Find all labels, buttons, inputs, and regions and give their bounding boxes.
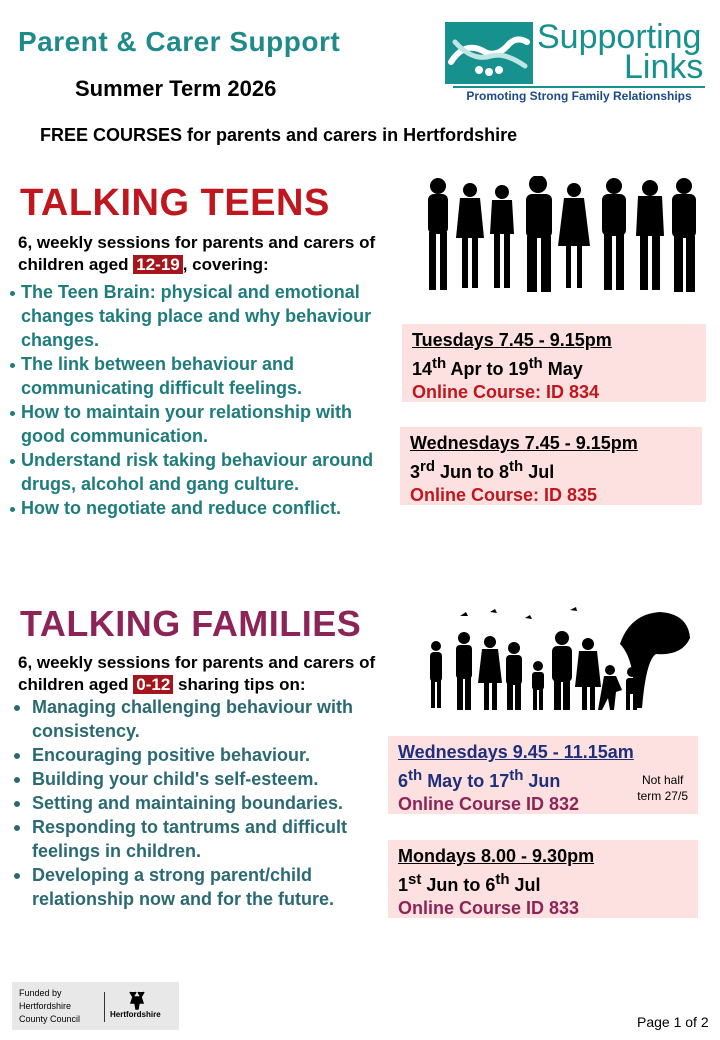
bullet-icon [14, 705, 20, 711]
date-start-day: 1 [398, 875, 409, 895]
list-item-text: Understand risk taking behaviour around drugs, alcohol and gang culture. [21, 450, 374, 494]
free-courses-line: FREE COURSES for parents and carers in Hertfordshire [40, 125, 518, 145]
course-box-teens-wednesday [400, 427, 702, 505]
talking-families-topics [32, 695, 362, 911]
talking-teens-intro [18, 232, 418, 276]
date-start-day: 3 [410, 462, 421, 482]
course-id: Online Course: ID 835 [410, 485, 598, 505]
supporting-links-logo [445, 18, 707, 106]
date-end-month: Jul [509, 875, 541, 895]
logo-text-links: Links [624, 48, 704, 86]
course-box-teens-tuesday [402, 324, 706, 402]
note-line: term 27/5 [637, 789, 688, 803]
list-item-text: The Teen Brain: physical and emotional changes taking place and why behaviour changes. [21, 282, 372, 350]
talking-teens-title: TALKING TEENS [20, 182, 330, 224]
bullet-icon [10, 459, 15, 464]
bullet-icon [14, 753, 20, 759]
date-end-day: 17 [489, 771, 510, 791]
bullet-icon [10, 411, 15, 416]
course-id: Online Course ID 832 [398, 794, 580, 814]
bullet-icon [10, 363, 15, 368]
course-dates [398, 868, 688, 897]
course-box-families-wednesday [388, 736, 698, 814]
course-id: Online Course ID 833 [398, 898, 580, 918]
list-item [32, 743, 362, 767]
list-item-text: Responding to tantrums and difficult feelings in children. [32, 817, 347, 861]
date-end-day: 6 [485, 875, 496, 895]
intro-text-end: sharing tips on: [173, 675, 306, 694]
date-end-month: Jun [523, 771, 561, 791]
course-day-time: Wednesdays 9.45 - 11.15am [398, 742, 634, 762]
date-end-day: 19 [508, 359, 529, 379]
list-item [21, 496, 381, 520]
bullet-icon [14, 801, 20, 807]
course-day-time: Mondays 8.00 - 9.30pm [398, 846, 595, 866]
logo-strapline: Promoting Strong Family Relationships [453, 86, 705, 103]
hertfordshire-logo-text: Hertfordshire [110, 1010, 161, 1019]
half-term-note [637, 772, 688, 804]
date-start-month: Jun to [421, 875, 486, 895]
list-item [21, 352, 381, 400]
list-item [32, 791, 362, 815]
funded-line: County Council [19, 1014, 81, 1024]
intro-text: 6, weekly sessions for parents and carers of children aged [18, 233, 376, 274]
date-end-month: May [542, 359, 583, 379]
course-dates [410, 455, 692, 484]
course-day-time: Wednesdays 7.45 - 9.15pm [410, 433, 638, 453]
bullet-icon [10, 291, 15, 296]
date-start-day: 14 [412, 359, 433, 379]
list-item-text: Building your child's self-esteem. [32, 769, 319, 789]
list-item-text: The link between behaviour and communicating difficult feelings. [21, 354, 303, 398]
date-suffix: th [495, 871, 510, 888]
talking-families-title: TALKING FAMILIES [20, 603, 362, 644]
date-start-month: Jun to [435, 462, 500, 482]
funded-by-badge [12, 982, 179, 1030]
intro-text-end: , covering: [182, 255, 269, 274]
date-suffix: th [408, 767, 423, 784]
intro-text: 6, weekly sessions for parents and carers of children aged [18, 653, 376, 694]
teenagers-silhouette-image [418, 176, 708, 294]
course-dates [412, 352, 696, 381]
date-end-day: 8 [499, 462, 510, 482]
list-item-text: How to negotiate and reduce conflict. [21, 498, 342, 518]
talking-teens-topics [21, 280, 381, 520]
list-item [32, 815, 362, 863]
list-item [32, 863, 362, 911]
family-silhouette-image [420, 604, 692, 714]
list-item [32, 695, 362, 743]
page-number: Page 1 of 2 [637, 1014, 709, 1030]
hart-icon [124, 990, 150, 1010]
list-item [32, 767, 362, 791]
bullet-icon [14, 825, 20, 831]
term-subtitle: Summer Term 2026 [75, 76, 277, 101]
note-line: Not half [641, 773, 684, 787]
bullet-icon [10, 507, 15, 512]
date-suffix: th [528, 355, 543, 372]
date-suffix: th [432, 355, 447, 372]
funded-line: Funded by [19, 988, 62, 998]
date-start-day: 6 [398, 771, 409, 791]
funded-by-text [19, 987, 80, 1026]
hands-logo-icon [445, 22, 533, 84]
list-item-text: How to maintain your relationship with good communication. [21, 402, 353, 446]
date-end-month: Jul [523, 462, 555, 482]
logo-text-supporting: Supporting [537, 18, 702, 56]
list-item [21, 400, 381, 448]
date-suffix: st [408, 871, 422, 888]
course-box-families-monday [388, 840, 698, 918]
course-id: Online Course: ID 834 [412, 382, 600, 402]
date-suffix: rd [420, 458, 436, 475]
age-badge: 12-19 [133, 255, 182, 274]
page-title: Parent & Carer Support [18, 26, 341, 57]
course-day-time: Tuesdays 7.45 - 9.15pm [412, 330, 612, 350]
date-suffix: th [509, 767, 524, 784]
list-item [21, 280, 381, 352]
list-item-text: Setting and maintaining boundaries. [32, 793, 344, 813]
bullet-icon [14, 873, 20, 879]
age-badge: 0-12 [133, 675, 173, 694]
date-suffix: th [509, 458, 524, 475]
date-start-month: Apr to [446, 359, 509, 379]
list-item-text: Developing a strong parent/child relationship now and for the future. [32, 865, 335, 909]
date-start-month: May to [422, 771, 490, 791]
list-item [21, 448, 381, 496]
funded-line: Hertfordshire [19, 1001, 72, 1011]
list-item-text: Managing challenging behaviour with consistency. [32, 697, 354, 741]
divider [104, 992, 105, 1022]
talking-families-intro [18, 652, 398, 696]
bullet-icon [14, 777, 20, 783]
list-item-text: Encouraging positive behaviour. [32, 745, 311, 765]
